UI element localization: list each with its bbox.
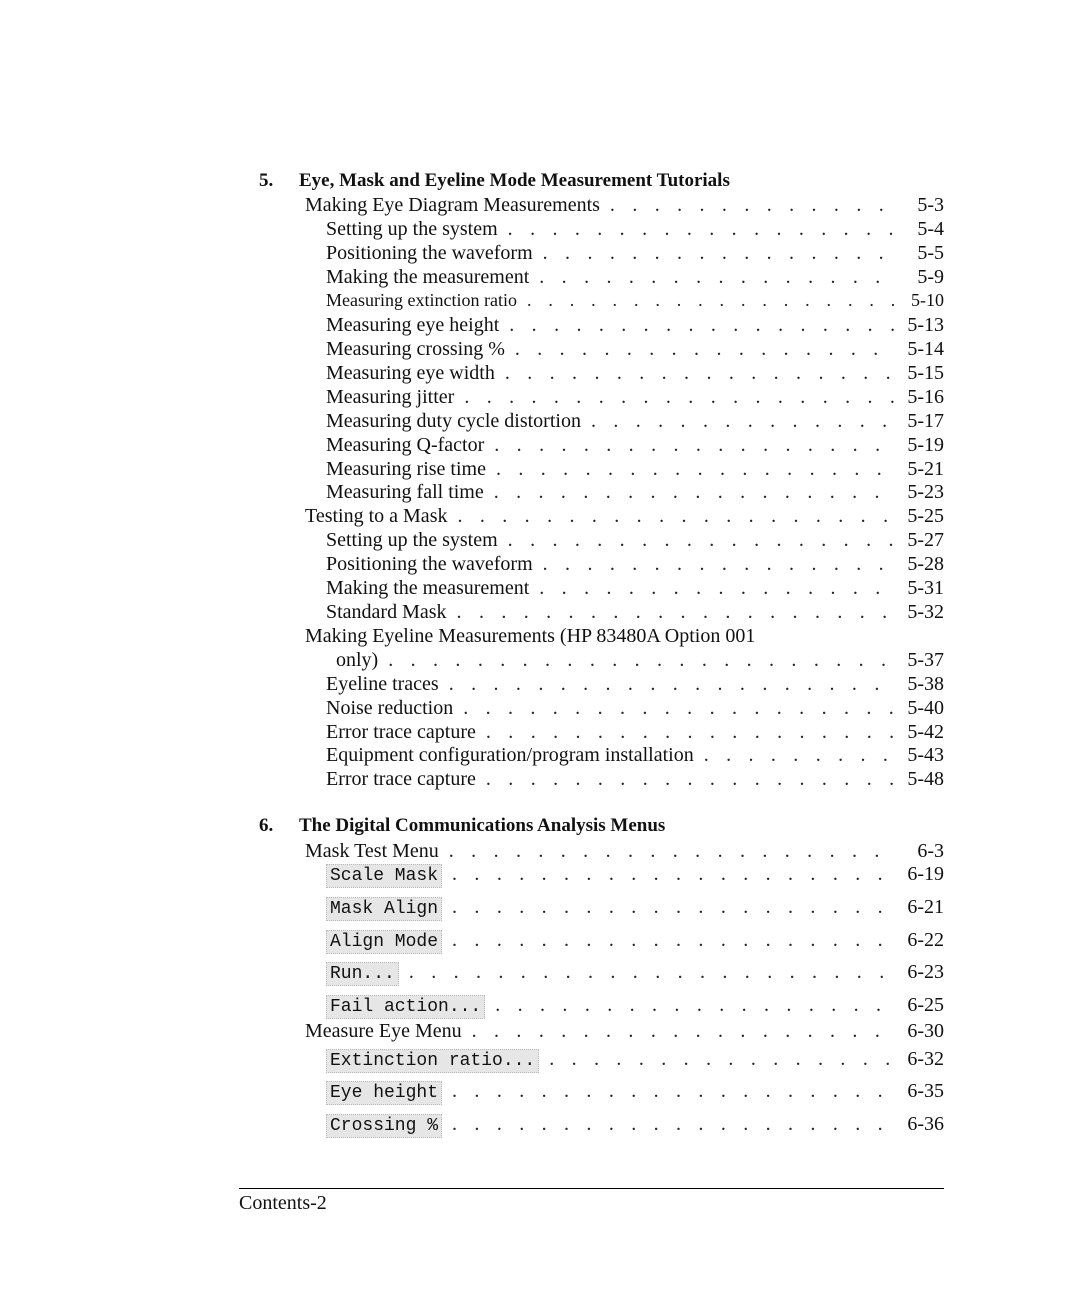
toc-entry-page: 5-37 [907,649,944,671]
dot-leader [388,649,897,672]
toc-entry-page: 5-27 [907,529,944,551]
toc-entry-label: Making Eyeline Measurements (HP 83480A Option 001 [305,625,756,647]
toc-entry-label: Measuring jitter [326,386,455,408]
dot-leader [409,961,898,984]
toc-entry-page: 5-14 [907,338,944,360]
toc-entry-page: 6-19 [907,863,944,885]
toc-entry-label: Setting up the system [326,529,498,551]
toc-entry[interactable] [326,768,944,791]
dot-leader [508,218,898,241]
toc-entry-page: 6-21 [907,896,944,918]
toc-entry[interactable] [326,338,944,361]
dot-leader [472,1020,898,1043]
toc-entry[interactable] [326,697,944,720]
toc-entry-label: Error trace capture [326,721,476,743]
toc-entry[interactable] [326,386,944,409]
toc-entry-page: 5-28 [907,553,944,575]
chapter-5-heading [259,170,730,192]
toc-entry-label: Making Eye Diagram Measurements [305,194,600,216]
dot-leader [543,553,898,576]
dot-leader [515,338,897,361]
toc-entry-page: 5-43 [907,744,944,766]
toc-entry[interactable] [336,649,944,672]
toc-entry-label: Measuring eye width [326,362,495,384]
toc-entry[interactable] [326,673,944,696]
dot-leader [549,1048,897,1071]
toc-entry-label: Measuring duty cycle distortion [326,410,581,432]
toc-entry-label: Standard Mask [326,601,447,623]
toc-entry-page: 6-3 [917,840,944,862]
toc-entry[interactable] [326,994,944,1019]
dot-leader [539,577,897,600]
dot-leader [486,721,897,744]
toc-entry-page: 5-17 [907,410,944,432]
toc-entry-page: 5-15 [907,362,944,384]
toc-entry[interactable] [326,863,944,888]
footer-divider [239,1188,944,1189]
dot-leader [496,458,897,481]
toc-entry[interactable] [305,840,944,863]
toc-entry[interactable] [326,242,944,265]
toc-entry[interactable] [326,1080,944,1105]
toc-entry[interactable] [326,410,944,433]
toc-entry-label: Measuring crossing % [326,338,505,360]
dot-leader [495,994,897,1017]
softkey-label: Fail action... [326,995,485,1019]
toc-entry-page: 5-40 [907,697,944,719]
toc-entry-label: Eyeline traces [326,673,439,695]
toc-entry-label: Mask Test Menu [305,840,439,862]
toc-entry-page: 5-21 [907,458,944,480]
toc-entry[interactable] [326,929,944,954]
dot-leader [509,314,897,337]
toc-entry[interactable] [326,314,944,337]
dot-leader [494,481,898,504]
toc-entry-page: 6-23 [907,961,944,983]
toc-entry[interactable] [305,194,944,217]
dot-leader [610,194,898,217]
toc-entry-page: 5-25 [907,505,944,527]
dot-leader [464,386,897,409]
toc-entry[interactable] [326,290,944,311]
toc-entry-page: 5-16 [907,386,944,408]
toc-entry[interactable] [326,218,944,241]
dot-leader [704,744,898,767]
softkey-label: Run... [326,962,399,986]
toc-entry-label: Making the measurement [326,577,530,599]
toc-entry-label: Noise reduction [326,697,454,719]
toc-entry[interactable] [326,553,944,576]
toc-entry-label: Equipment configuration/program installation [326,744,694,766]
toc-entry-page: 5-5 [917,242,944,264]
dot-leader [463,697,897,720]
softkey-label: Extinction ratio... [326,1049,539,1073]
toc-entry-label: Making the measurement [326,266,530,288]
dot-leader [449,673,898,696]
toc-entry-page: 6-30 [907,1020,944,1042]
dot-leader [527,290,898,311]
dot-leader [457,601,898,624]
toc-entry[interactable] [326,362,944,385]
toc-entry-page: 5-31 [907,577,944,599]
toc-entry[interactable] [326,896,944,921]
toc-entry-label: Measuring fall time [326,481,484,503]
dot-leader [591,410,897,433]
toc-entry-page: 5-10 [911,290,944,310]
dot-leader [505,362,897,385]
page-footer: Contents-2 [239,1192,327,1214]
dot-leader [449,840,898,863]
softkey-label: Scale Mask [326,864,442,888]
toc-entry[interactable] [326,601,944,624]
toc-entry[interactable] [326,458,944,481]
toc-entry[interactable] [326,577,944,600]
chapter-title: Eye, Mask and Eyeline Mode Measurement Tutorials [299,170,730,191]
dot-leader [508,529,898,552]
toc-entry-page: 5-3 [917,194,944,216]
toc-entry-label: Setting up the system [326,218,498,240]
toc-entry-page: 5-19 [907,434,944,456]
toc-entry-page: 5-4 [917,218,944,240]
toc-entry[interactable] [326,481,944,504]
toc-entry-page: 5-32 [907,601,944,623]
toc-entry[interactable] [305,505,944,528]
toc-entry[interactable] [326,434,944,457]
toc-entry-label: only) [336,649,379,671]
softkey-label: Crossing % [326,1114,442,1138]
toc-entry-page: 6-35 [907,1080,944,1102]
toc-entry-page: 6-25 [907,994,944,1016]
toc-entry[interactable] [326,961,944,986]
toc-entry-label: Measuring Q-factor [326,434,485,456]
softkey-label: Mask Align [326,897,442,921]
toc-entry[interactable] [326,721,944,744]
toc-entry[interactable] [326,744,944,767]
toc-entry[interactable] [326,1048,944,1073]
toc-entry-page: 6-36 [907,1113,944,1135]
dot-leader [452,863,897,886]
toc-entry-label: Positioning the waveform [326,242,533,264]
toc-entry[interactable] [305,1020,944,1043]
dot-leader [543,242,898,265]
toc-entry[interactable] [326,1113,944,1138]
dot-leader [494,434,897,457]
toc-entry-page: 5-42 [907,721,944,743]
toc-entry-label: Measuring extinction ratio [326,290,517,310]
toc-entry-label: Positioning the waveform [326,553,533,575]
dot-leader [452,1080,897,1103]
dot-leader [452,896,897,919]
toc-entry-label: Measuring eye height [326,314,500,336]
softkey-label: Eye height [326,1081,442,1105]
toc-entry-page: 6-32 [907,1048,944,1070]
toc-entry-label: Measuring rise time [326,458,486,480]
softkey-label: Align Mode [326,930,442,954]
toc-entry-label: Testing to a Mask [305,505,448,527]
toc-entry-page: 5-38 [907,673,944,695]
toc-entry[interactable] [326,266,944,289]
chapter-number: 6. [259,815,274,836]
dot-leader [457,505,897,528]
toc-entry-label: Measure Eye Menu [305,1020,462,1042]
toc-entry-page: 5-23 [907,481,944,503]
toc-entry-wrapped[interactable] [305,625,755,648]
toc-entry-page: 6-22 [907,929,944,951]
dot-leader [486,768,897,791]
dot-leader [452,1113,897,1136]
dot-leader [539,266,898,289]
chapter-6-heading [259,815,665,837]
toc-entry-page: 5-13 [907,314,944,336]
toc-entry-label: Error trace capture [326,768,476,790]
toc-entry-page: 5-48 [907,768,944,790]
toc-entry[interactable] [326,529,944,552]
toc-entry-page: 5-9 [917,266,944,288]
dot-leader [452,929,897,952]
chapter-number: 5. [259,170,274,191]
chapter-title: The Digital Communications Analysis Menus [299,815,666,836]
